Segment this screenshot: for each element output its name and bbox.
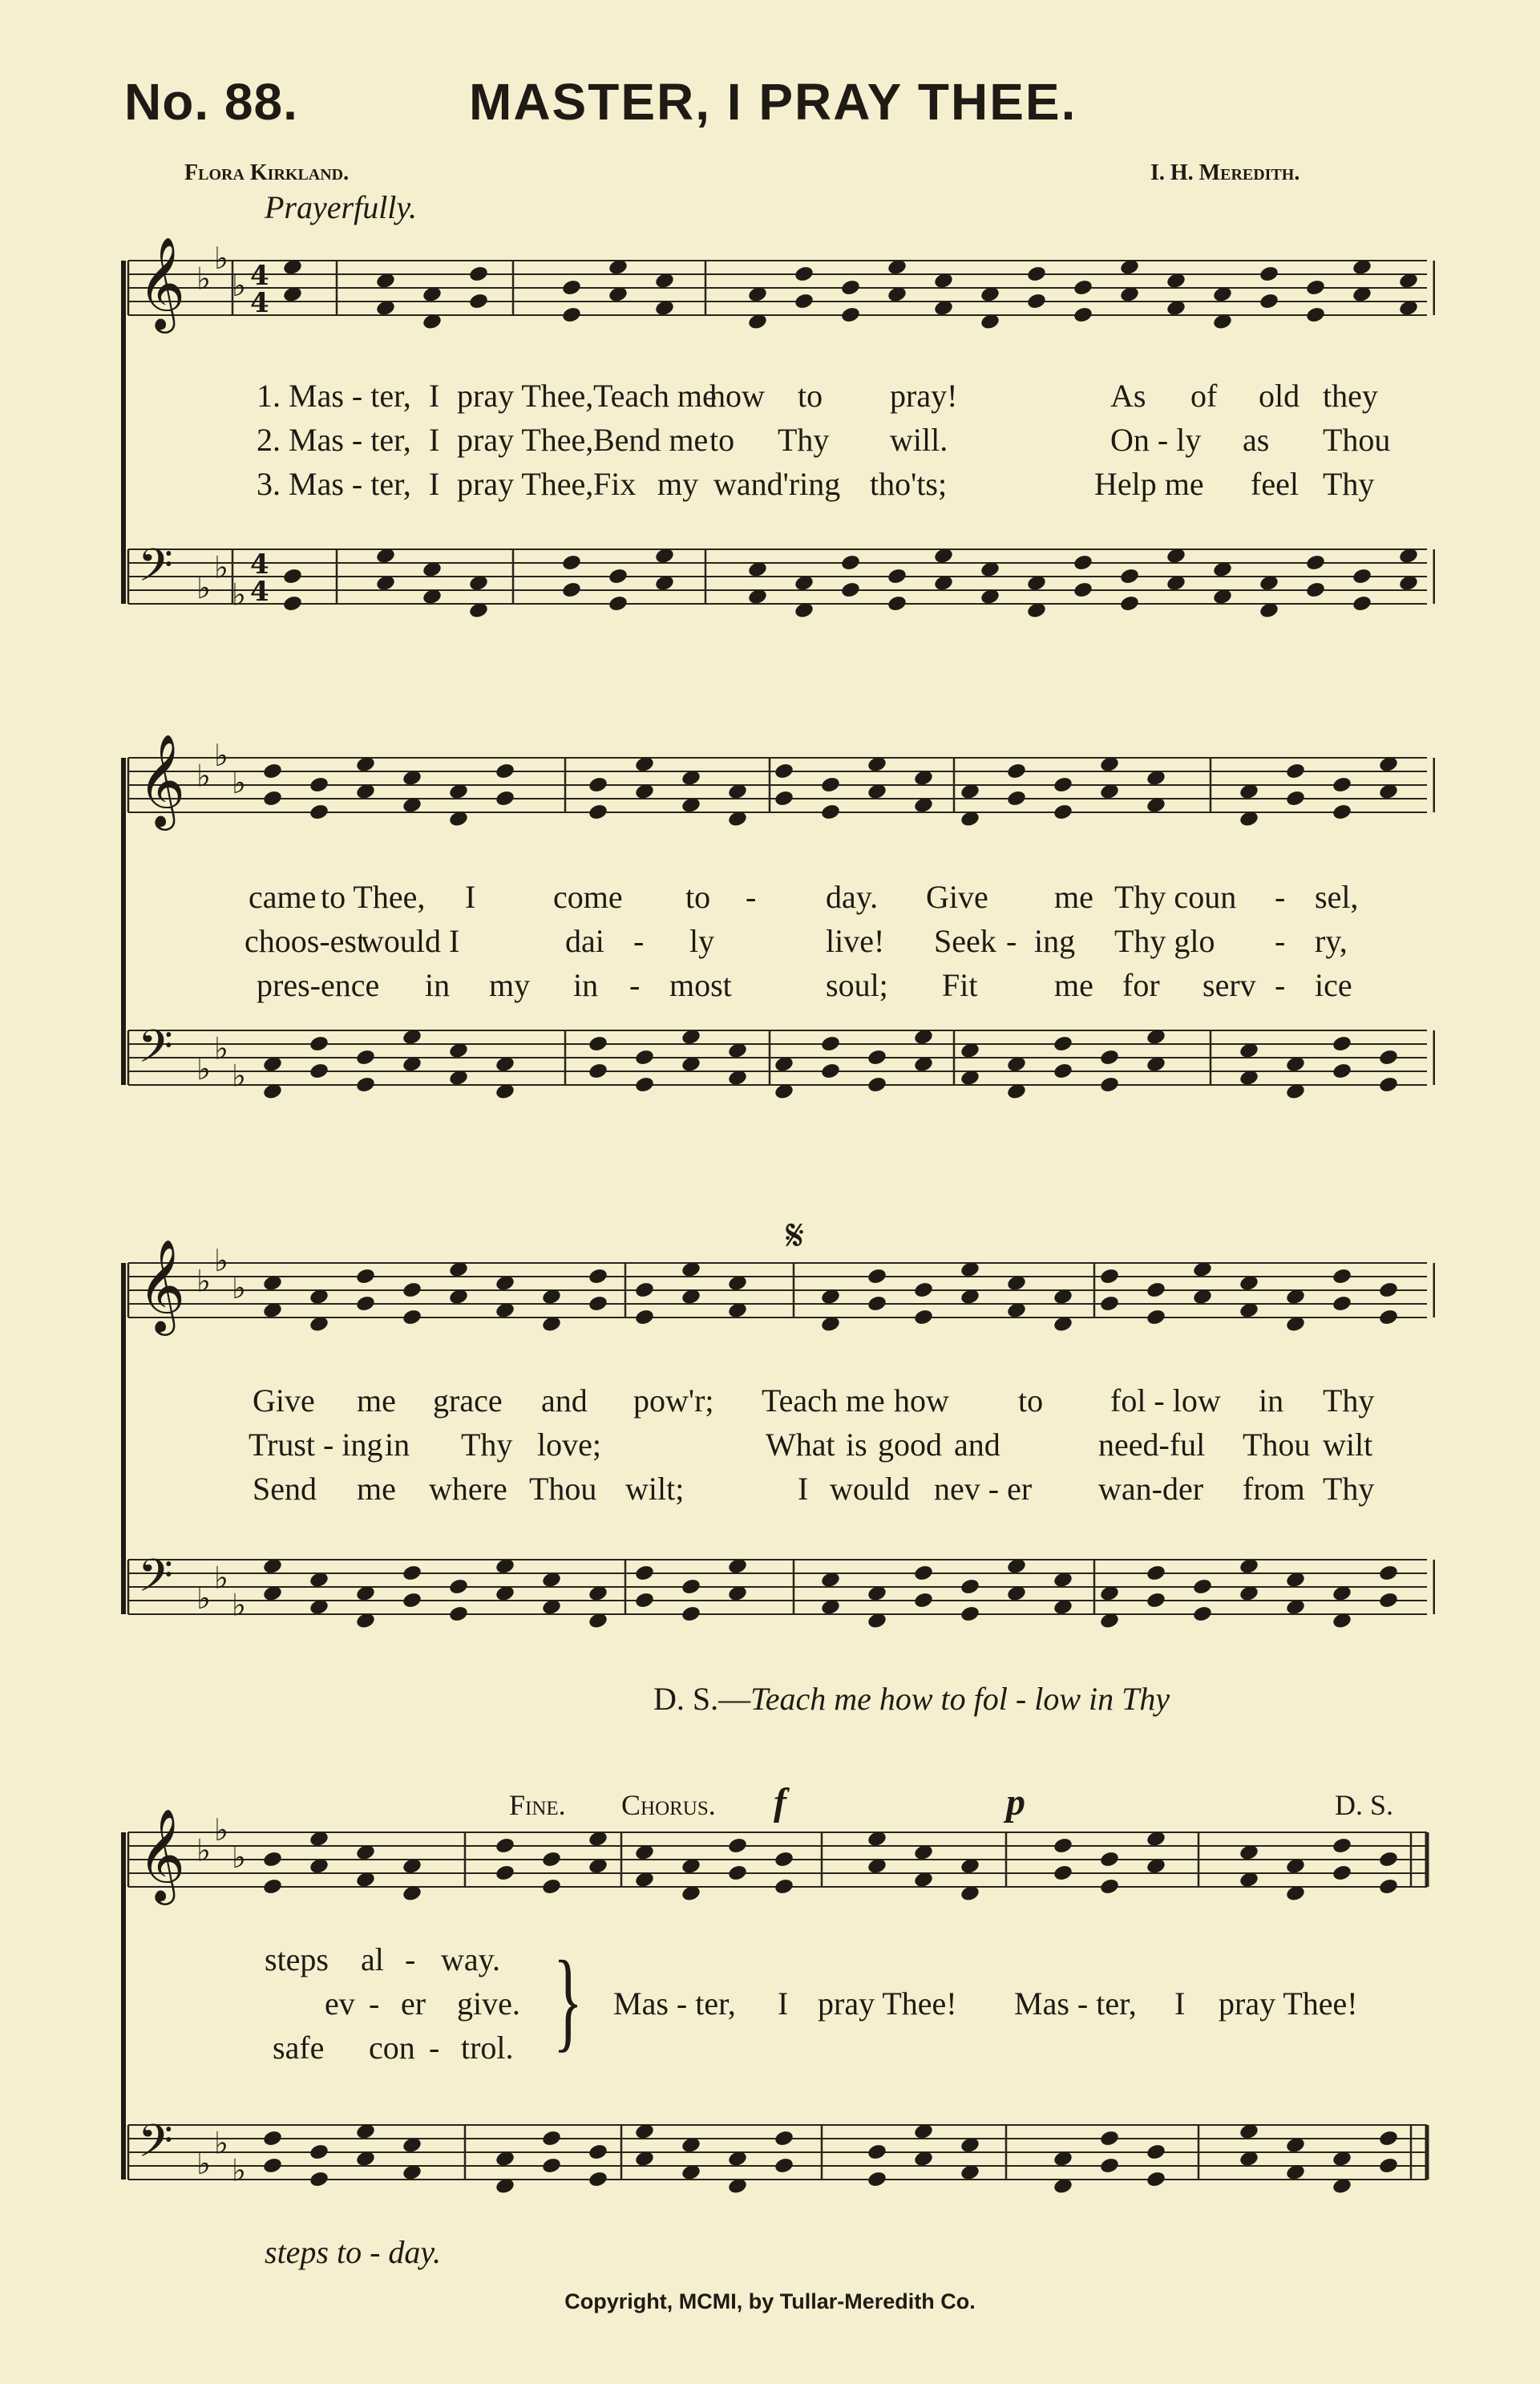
bass-clef-icon: 𝄢 (138, 540, 173, 603)
note-head (355, 1048, 376, 1067)
note-head (774, 1877, 794, 1896)
note-head (495, 1864, 515, 1882)
note-head (1073, 306, 1093, 324)
note-head (634, 1564, 655, 1582)
note-head (1099, 2156, 1120, 2175)
lyricist-credit: Flora Kirkland. (184, 160, 350, 185)
note-head (1053, 803, 1073, 821)
forte-mark: f (774, 1781, 786, 1823)
note-head (1006, 789, 1027, 807)
note-head (840, 306, 861, 324)
note-head (960, 1577, 980, 1596)
note-head (588, 1267, 608, 1285)
note-head (1146, 1281, 1166, 1299)
note-head (1053, 1062, 1073, 1080)
note-head (1305, 306, 1326, 324)
note-head (1099, 2129, 1120, 2147)
note-head (1285, 762, 1306, 780)
note-head (541, 1850, 562, 1868)
note-head (588, 2143, 608, 2161)
note-head (1332, 1267, 1352, 1285)
note-head (1352, 594, 1372, 613)
verse-2-lyrics: 2. Mas - ter, I pray Thee, Bend me to Thy will. On - ly as Thou (257, 422, 1391, 458)
flat-icon: ♭ (196, 1051, 211, 1087)
note-head (1378, 2129, 1399, 2147)
note-head (794, 265, 814, 283)
music-system-3 (120, 1207, 1435, 1736)
flat-icon: ♭ (214, 1243, 228, 1278)
note-head (1099, 1877, 1120, 1896)
music-system-2 (120, 726, 1435, 1151)
note-head (402, 1308, 422, 1326)
note-head (588, 1034, 608, 1053)
note-head (1146, 2170, 1166, 2188)
flat-icon: ♭ (196, 2146, 211, 2181)
note-head (608, 594, 629, 613)
flat-icon: ♭ (214, 1560, 228, 1596)
note-head (588, 1062, 608, 1080)
note-head (820, 1034, 841, 1053)
note-head (1305, 581, 1326, 599)
note-head (402, 1564, 422, 1582)
segno-mark: 𝄋 (786, 1212, 805, 1260)
flat-icon: ♭ (214, 549, 228, 585)
composer-credit: I. H. Meredith. (1150, 160, 1300, 185)
chorus-lyrics: Mas - ter, I pray Thee! Mas - ter, I pray Thee! (613, 1985, 1358, 2022)
note-head (588, 775, 608, 794)
note-head (1146, 1591, 1166, 1609)
verse-3-lyrics: Send me where Thou wilt; I would nev - er wan-der from Thy (253, 1471, 1375, 1507)
note-head (448, 1577, 469, 1596)
note-head (262, 1877, 283, 1896)
flat-icon: ♭ (232, 1270, 246, 1305)
note-head (282, 594, 303, 613)
bass-staff (128, 540, 1435, 619)
bass-staff (128, 1021, 1435, 1100)
flat-icon: ♭ (232, 1587, 246, 1623)
bass-staff (128, 1550, 1435, 1629)
verse-1-lyrics: came to Thee, I come to - day. Give me Thy coun - sel, (249, 879, 1359, 915)
note-head (913, 1308, 934, 1326)
note-head (867, 2170, 887, 2188)
flat-icon: ♭ (232, 268, 246, 303)
flat-icon: ♭ (214, 738, 228, 773)
time-signature: 4 (250, 287, 269, 319)
note-head (887, 594, 907, 613)
note-head (774, 789, 794, 807)
note-head (1006, 762, 1027, 780)
note-head (1378, 1850, 1399, 1868)
time-signature: 4 (250, 260, 269, 292)
time-signature: 4 (250, 576, 269, 608)
note-head (1332, 1034, 1352, 1053)
note-head (1378, 1564, 1399, 1582)
note-head (355, 1075, 376, 1094)
note-head (1053, 1034, 1073, 1053)
note-head (887, 567, 907, 585)
note-head (1378, 1591, 1399, 1609)
note-head (1285, 789, 1306, 807)
note-head (1099, 1267, 1120, 1285)
note-head (820, 803, 841, 821)
note-head (681, 1577, 701, 1596)
verse-2-lyrics: ev - er give. (325, 1985, 520, 2022)
note-head (561, 278, 582, 297)
note-head (1099, 1075, 1120, 1094)
note-head (634, 1075, 655, 1094)
note-head (1026, 265, 1047, 283)
flat-icon: ♭ (196, 1263, 211, 1299)
note-head (402, 1281, 422, 1299)
note-head (867, 1048, 887, 1067)
treble-clef-icon: 𝄞 (138, 733, 186, 827)
note-head (1073, 553, 1093, 572)
note-head (1332, 1836, 1352, 1855)
note-head (774, 2156, 794, 2175)
note-head (262, 1850, 283, 1868)
note-head (840, 581, 861, 599)
note-head (541, 2156, 562, 2175)
flat-icon: ♭ (214, 2125, 228, 2161)
credits-line (184, 160, 1387, 192)
verse-3-lyrics: 3. Mas - ter, I pray Thee, Fix my wand'ring tho'ts; Help me feel Thy (257, 466, 1375, 502)
note-head (1332, 803, 1352, 821)
note-head (1332, 1294, 1352, 1313)
note-head (608, 567, 629, 585)
note-head (913, 1281, 934, 1299)
hymn-title: MASTER, I PRAY THEE. (469, 73, 1077, 131)
note-head (840, 278, 861, 297)
flat-icon: ♭ (214, 1030, 228, 1067)
note-head (1305, 553, 1326, 572)
note-head (634, 1308, 655, 1326)
note-head (774, 2129, 794, 2147)
note-head (1259, 292, 1279, 310)
note-head (588, 2170, 608, 2188)
note-head (1073, 581, 1093, 599)
note-head (309, 775, 329, 794)
verse-1-lyrics: steps al - way. (265, 1941, 501, 1977)
note-head (1378, 1048, 1399, 1067)
bass-clef-icon: 𝄢 (138, 1550, 173, 1613)
flat-icon: ♭ (232, 577, 246, 613)
flat-icon: ♭ (196, 261, 211, 297)
note-head (913, 1591, 934, 1609)
note-head (1053, 1864, 1073, 1882)
note-head (309, 2143, 329, 2161)
flat-icon: ♭ (196, 570, 211, 605)
note-head (1378, 1281, 1399, 1299)
note-head (634, 1591, 655, 1609)
note-head (1378, 1877, 1399, 1896)
note-head (402, 1591, 422, 1609)
ds-words: Teach me how to fol - low in Thy (750, 1681, 1170, 1717)
bass-clef-icon: 𝄢 (138, 2115, 173, 2179)
bass-staff (128, 2115, 1427, 2195)
note-head (867, 1267, 887, 1285)
note-head (727, 1836, 748, 1855)
note-head (1146, 1564, 1166, 1582)
note-head (1053, 1836, 1073, 1855)
note-head (1352, 567, 1372, 585)
note-head (309, 1034, 329, 1053)
note-head (1192, 1577, 1213, 1596)
music-system-4 (120, 1772, 1435, 2269)
flat-icon: ♭ (196, 758, 211, 794)
note-head (309, 2170, 329, 2188)
note-head (561, 553, 582, 572)
note-head (588, 1294, 608, 1313)
note-head (794, 292, 814, 310)
note-head (681, 1605, 701, 1623)
tempo-marking: Prayerfully. (265, 189, 417, 225)
note-head (262, 789, 283, 807)
note-head (262, 2129, 283, 2147)
note-head (1378, 2156, 1399, 2175)
note-head (561, 306, 582, 324)
note-head (541, 2129, 562, 2147)
note-head (1192, 1605, 1213, 1623)
verse-2-lyrics: choos-est would I dai - ly live! Seek - ing Thy glo - ry, (245, 923, 1348, 959)
piano-mark: p (1006, 1781, 1025, 1823)
note-head (495, 789, 515, 807)
verse-1-lyrics: Give me grace and pow'r; Teach me how to fol - low in Thy (253, 1382, 1375, 1419)
note-head (1099, 1850, 1120, 1868)
note-head (355, 1267, 376, 1285)
note-head (867, 1294, 887, 1313)
fine-mark: Fine. (509, 1789, 566, 1821)
note-head (1259, 265, 1279, 283)
bass-clef-icon: 𝄢 (138, 1021, 173, 1084)
ds-end-words: steps to - day. (265, 2234, 441, 2270)
note-head (1099, 1048, 1120, 1067)
ds-label: D. S.— (653, 1681, 751, 1717)
treble-clef-icon: 𝄞 (138, 1807, 186, 1901)
note-head (867, 1075, 887, 1094)
verse-2-lyrics: Trust - ing in Thy love; What is good and need-ful Thou wilt (249, 1427, 1373, 1463)
treble-staff (128, 733, 1435, 831)
time-signature: 4 (250, 548, 269, 581)
flat-icon: ♭ (214, 1812, 228, 1848)
verse-3-lyrics: pres-ence in my in - most soul; Fit me for serv - ice (257, 967, 1352, 1003)
note-head (495, 762, 515, 780)
note-head (262, 762, 283, 780)
flat-icon: ♭ (196, 1581, 211, 1616)
note-head (588, 803, 608, 821)
note-head (541, 1877, 562, 1896)
note-head (448, 1605, 469, 1623)
treble-clef-icon: 𝄞 (138, 236, 186, 330)
note-head (1332, 775, 1352, 794)
note-head (1119, 594, 1140, 613)
note-head (1305, 278, 1326, 297)
treble-staff (128, 1238, 1435, 1336)
verse-3-lyrics: safe con - trol. (273, 2030, 514, 2066)
note-head (820, 775, 841, 794)
note-head (561, 581, 582, 599)
note-head (634, 1048, 655, 1067)
note-head (309, 1062, 329, 1080)
note-head (1099, 1294, 1120, 1313)
note-head (495, 1836, 515, 1855)
note-head (1146, 1308, 1166, 1326)
note-head (468, 265, 489, 283)
note-head (820, 1062, 841, 1080)
note-head (840, 553, 861, 572)
note-head (960, 1605, 980, 1623)
treble-staff (128, 236, 1435, 334)
note-head (262, 2156, 283, 2175)
ds-instruction (653, 1680, 1170, 1718)
copyright-notice: Copyright, MCMI, by Tullar-Meredith Co. (564, 2289, 976, 2313)
note-head (282, 567, 303, 585)
treble-staff (128, 1807, 1427, 1905)
note-head (634, 1281, 655, 1299)
note-head (1378, 1075, 1399, 1094)
note-head (1378, 1308, 1399, 1326)
hymn-header (124, 72, 1423, 144)
chorus-mark: Chorus. (621, 1789, 716, 1821)
flat-icon: ♭ (232, 1840, 246, 1875)
flat-icon: ♭ (214, 241, 228, 276)
note-head (468, 292, 489, 310)
note-head (774, 1850, 794, 1868)
note-head (1053, 775, 1073, 794)
treble-clef-icon: 𝄞 (138, 1238, 186, 1332)
flat-icon: ♭ (232, 2152, 246, 2188)
flat-icon: ♭ (232, 765, 246, 800)
note-head (727, 1864, 748, 1882)
verse-1-lyrics: 1. Mas - ter, I pray Thee, Teach me how to pray! As of old they (257, 378, 1378, 414)
note-head (309, 803, 329, 821)
verse-brace: } (553, 1938, 583, 2062)
music-system-1 (120, 229, 1435, 654)
note-head (774, 762, 794, 780)
note-head (1332, 1864, 1352, 1882)
hymn-number: No. 88. (124, 73, 298, 131)
note-head (1026, 292, 1047, 310)
note-head (913, 1564, 934, 1582)
note-head (867, 2143, 887, 2161)
note-head (1146, 2143, 1166, 2161)
note-head (1073, 278, 1093, 297)
note-head (355, 1294, 376, 1313)
note-head (1119, 567, 1140, 585)
flat-icon: ♭ (196, 1832, 211, 1868)
ds-end-mark: D. S. (1335, 1789, 1394, 1821)
note-head (1332, 1062, 1352, 1080)
flat-icon: ♭ (232, 1058, 246, 1094)
